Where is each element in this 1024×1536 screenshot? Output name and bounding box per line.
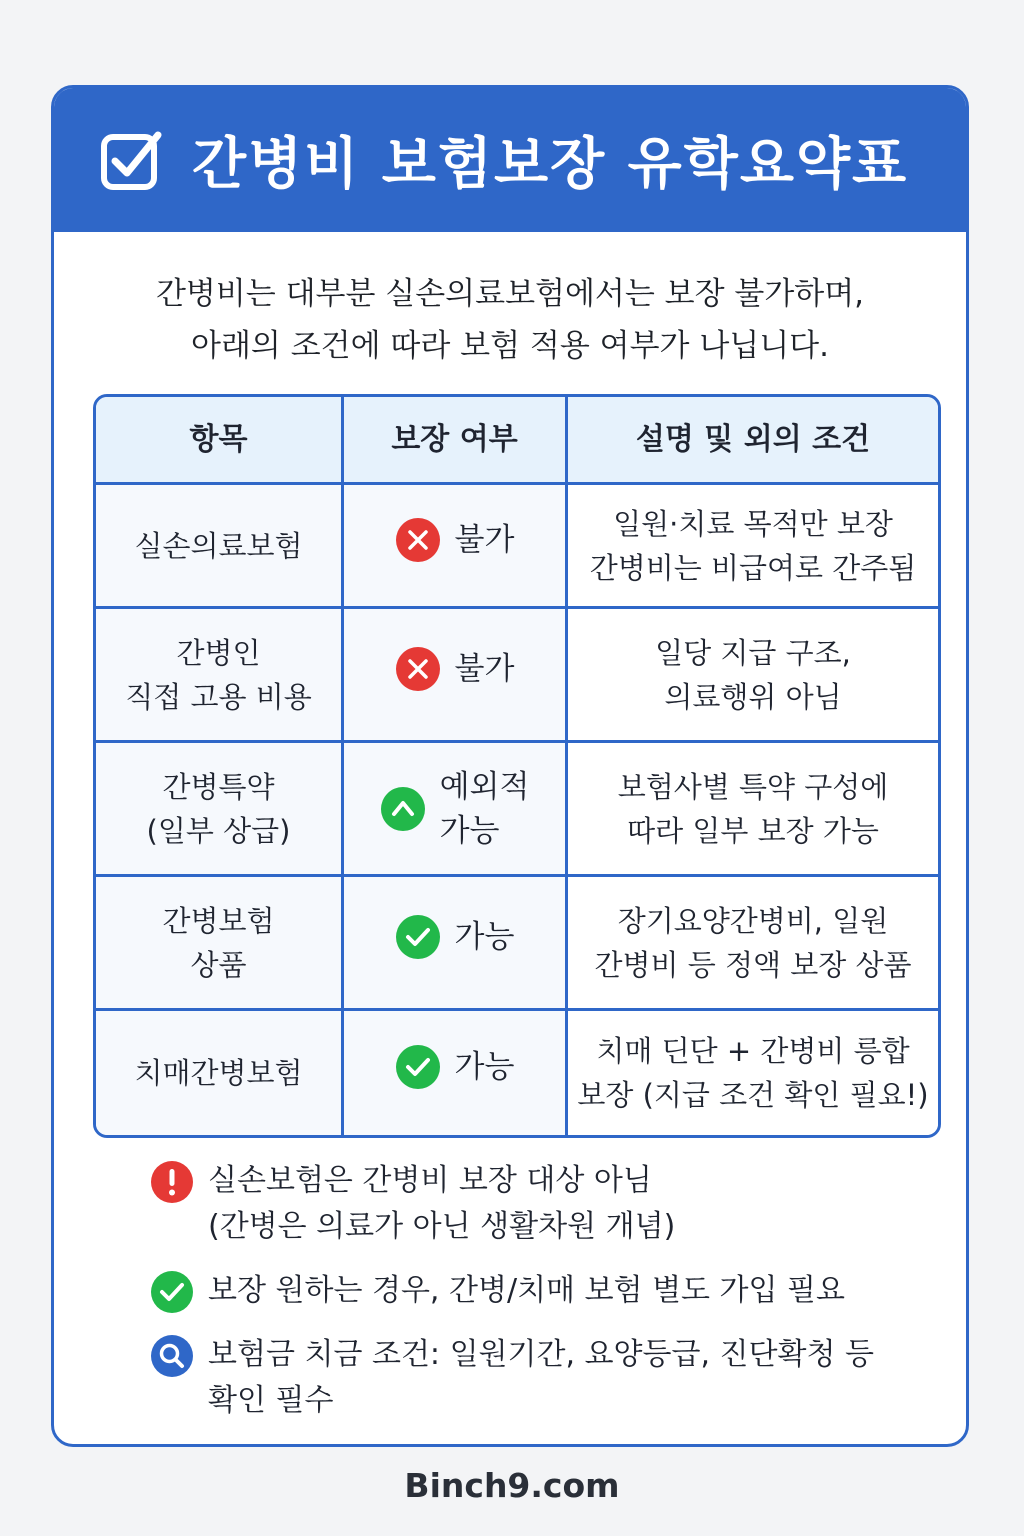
note-text: 확인 필수 bbox=[208, 1383, 334, 1418]
page-title: 간병비 보험보장 유학요약표 bbox=[192, 132, 909, 197]
check-icon bbox=[395, 914, 441, 960]
note-item bbox=[150, 1158, 930, 1250]
title-bar bbox=[54, 88, 966, 232]
header-description: 설명 및 외의 조건 bbox=[568, 397, 938, 485]
note-item bbox=[150, 1268, 930, 1314]
site-footer: Binch9.com bbox=[404, 1466, 620, 1505]
row-status: 가능 bbox=[344, 1011, 568, 1135]
row-description: 일당 지급 구조, 의료행위 아님 bbox=[568, 609, 938, 743]
header-coverage: 보장 여부 bbox=[344, 397, 568, 485]
note-item bbox=[150, 1332, 930, 1424]
row-item: 실손의료보험 bbox=[96, 485, 344, 609]
row-item: 치매간병보험 bbox=[96, 1011, 344, 1135]
table-header-row bbox=[96, 397, 938, 485]
table-row bbox=[96, 485, 938, 609]
header-item: 항목 bbox=[96, 397, 344, 485]
x-icon bbox=[395, 646, 441, 692]
row-status: 불가 bbox=[344, 485, 568, 609]
note-text: 실손보험은 간병비 보장 대상 아님 bbox=[208, 1163, 652, 1198]
checkbox-icon bbox=[100, 129, 162, 191]
note-text: (간병은 의료가 아닌 생활차원 개념) bbox=[208, 1209, 676, 1244]
row-status: 불가 bbox=[344, 609, 568, 743]
row-description: 치매 딘단 + 간병비 릉합 보장 (지급 조건 확인 필요!) bbox=[568, 1011, 938, 1135]
table-row bbox=[96, 1011, 938, 1135]
table-row bbox=[96, 609, 938, 743]
row-status: 예외적 가능 bbox=[344, 743, 568, 877]
row-status: 가능 bbox=[344, 877, 568, 1011]
intro-text bbox=[54, 268, 966, 372]
coverage-table bbox=[93, 394, 941, 1138]
row-description: 일원·치료 목적만 보장 간병비는 비급여로 간주됨 bbox=[568, 485, 938, 609]
caret-up-icon bbox=[380, 786, 426, 832]
table-row bbox=[96, 743, 938, 877]
row-description: 보험사별 특약 구성에 따라 일부 보장 가능 bbox=[568, 743, 938, 877]
search-icon bbox=[150, 1334, 194, 1378]
note-text: 보장 원하는 경우, 간병/치매 보험 별도 가입 필요 bbox=[208, 1273, 846, 1308]
row-item: 간병특약 (일부 상급) bbox=[96, 743, 344, 877]
check-icon bbox=[150, 1270, 194, 1314]
summary-card bbox=[51, 85, 969, 1447]
check-icon bbox=[395, 1044, 441, 1090]
intro-line-1: 간병비는 대부분 실손의료보험에서는 보장 불가하며, bbox=[155, 276, 865, 312]
row-item: 간병인 직접 고용 비용 bbox=[96, 609, 344, 743]
table-row bbox=[96, 877, 938, 1011]
x-icon bbox=[395, 517, 441, 563]
note-text: 보험금 치금 조건: 일원기간, 요양등급, 진단확청 등 bbox=[208, 1337, 874, 1372]
exclamation-icon bbox=[150, 1160, 194, 1204]
notes-list bbox=[150, 1158, 930, 1442]
row-description: 장기요양간병비, 일원 간병비 등 정액 보장 상품 bbox=[568, 877, 938, 1011]
intro-line-2: 아래의 조건에 따라 보험 적용 여부가 나닙니다. bbox=[191, 328, 829, 364]
row-item: 간병보험 상품 bbox=[96, 877, 344, 1011]
